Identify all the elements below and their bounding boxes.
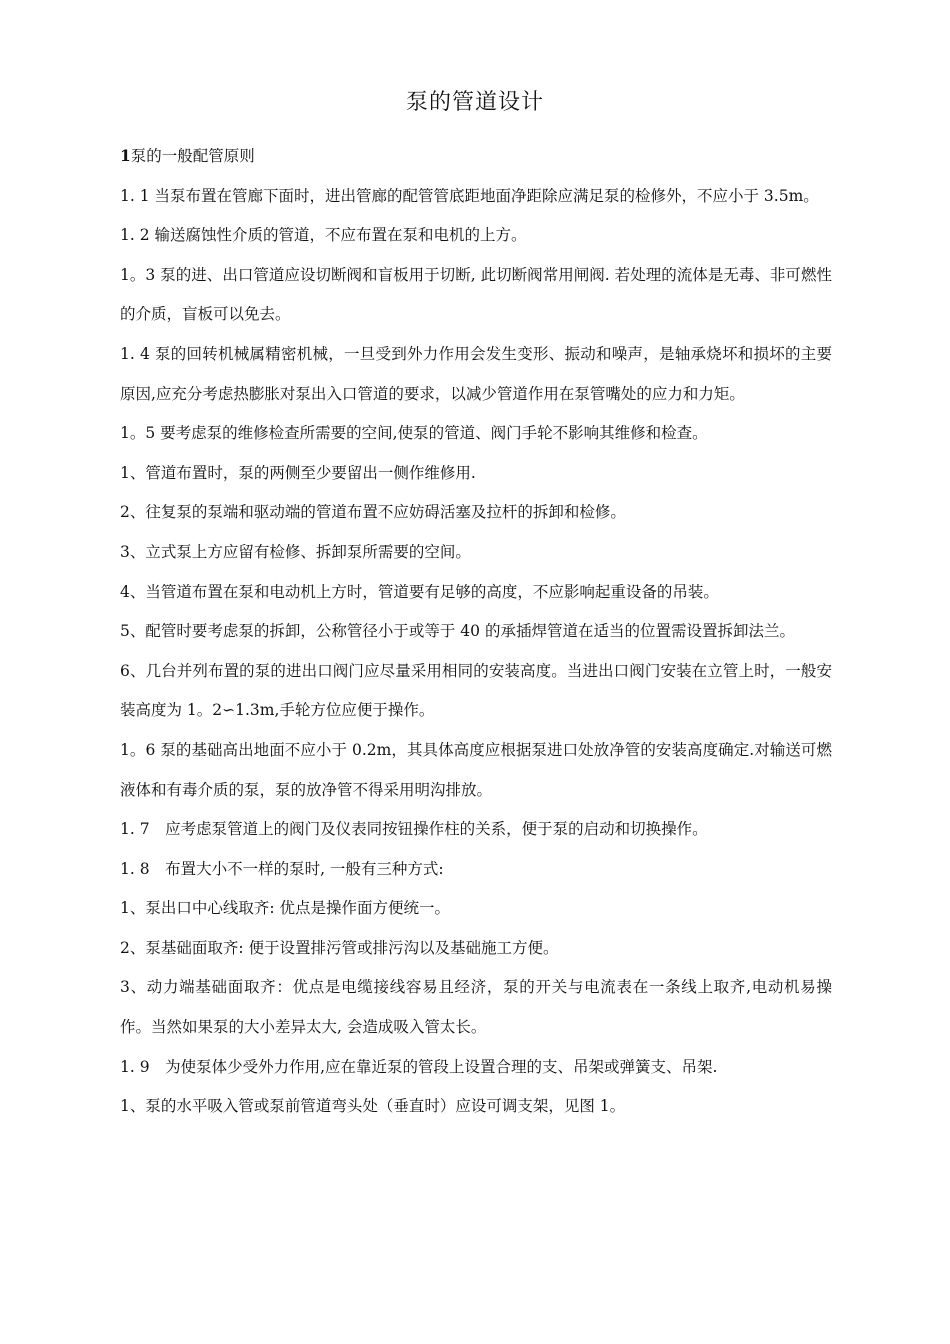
- section-heading-text: 泵的一般配管原则: [130, 147, 255, 165]
- paragraph-1-3: 1。3 泵的进、出口管道应设切断阀和盲板用于切断, 此切断阀常用闸阀. 若处理的流体是无毒、非可燃性的介质，盲板可以免去。: [120, 265, 832, 324]
- document-title: 泵的管道设计: [405, 90, 544, 115]
- document-body: [120, 136, 832, 1127]
- paragraph-1-6: 1。6 泵的基础高出地面不应小于 0.2m，其具体高度应根据泵进口处放净管的安装高度确定.对输送可燃液体和有毒介质的泵，泵的放净管不得采用明沟排放。: [120, 740, 832, 799]
- paragraph-1-7: 1. 7 应考虑泵管道上的阀门及仪表同按钮操作柱的关系，便于泵的启动和切换操作。: [120, 820, 708, 839]
- list-item-1-5-4: 4、当管道布置在泵和电动机上方时，管道要有足够的高度，不应影响起重设备的吊装。: [120, 582, 719, 601]
- list-item-1-5-3: 3、立式泵上方应留有检修、拆卸泵所需要的空间。: [120, 542, 471, 561]
- paragraph-1-5: 1。5 要考虑泵的维修检查所需要的空间,使泵的管道、阀门手轮不影响其维修和检查。: [120, 424, 708, 443]
- list-item-1-9-1: 1、泵的水平吸入管或泵前管道弯头处（垂直时）应设可调支架，见图 1。: [120, 1097, 626, 1116]
- list-item-1-8-2: 2、泵基础面取齐: 便于设置排污管或排污沟以及基础施工方便。: [120, 938, 559, 957]
- paragraph-1-8: 1. 8 布置大小不一样的泵时, 一般有三种方式:: [120, 859, 444, 878]
- section-heading: [120, 136, 832, 177]
- paragraph-1-2: 1. 2 输送腐蚀性介质的管道，不应布置在泵和电机的上方。: [120, 226, 527, 245]
- list-item-1-5-2: 2、往复泵的泵端和驱动端的管道布置不应妨碍活塞及拉杆的拆卸和检修。: [120, 503, 626, 522]
- list-item-1-5-1: 1、管道布置时，泵的两侧至少要留出一侧作维修用.: [120, 463, 476, 482]
- section-number: 1: [120, 146, 131, 165]
- list-item-1-8-3: 3、动力端基础面取齐：优点是电缆接线容易且经济，泵的开关与电流表在一条线上取齐,电动机易操作。当然如果泵的大小差异太大, 会造成吸入管太长。: [120, 978, 832, 1037]
- paragraph-1-1: 1. 1 当泵布置在管廊下面时，进出管廊的配管管底距地面净距除应满足泵的检修外，不应小于 3.5m。: [120, 186, 819, 205]
- list-item-1-5-5: 5、配管时要考虑泵的拆卸，公称管径小于或等于 40 的承插焊管道在适当的位置需设置拆卸法兰。: [120, 622, 795, 641]
- paragraph-1-4: 1. 4 泵的回转机械属精密机械，一旦受到外力作用会发生变形、振动和噪声，是轴承烧坏和损坏的主要原因,应充分考虑热膨胀对泵出入口管道的要求，以减少管道作用在泵管嘴处的应力和力矩。: [120, 344, 832, 403]
- paragraph-1-9: 1. 9 为使泵体少受外力作用,应在靠近泵的管段上设置合理的支、吊架或弹簧支、吊架.: [120, 1057, 718, 1076]
- list-item-1-5-6: 6、几台并列布置的泵的进出口阀门应尽量采用相同的安装高度。当进出口阀门安装在立管上时，一般安装高度为 1。2∽1.3m,手轮方位应便于操作。: [120, 661, 832, 720]
- list-item-1-8-1: 1、泵出口中心线取齐: 优点是操作面方便统一。: [120, 899, 451, 918]
